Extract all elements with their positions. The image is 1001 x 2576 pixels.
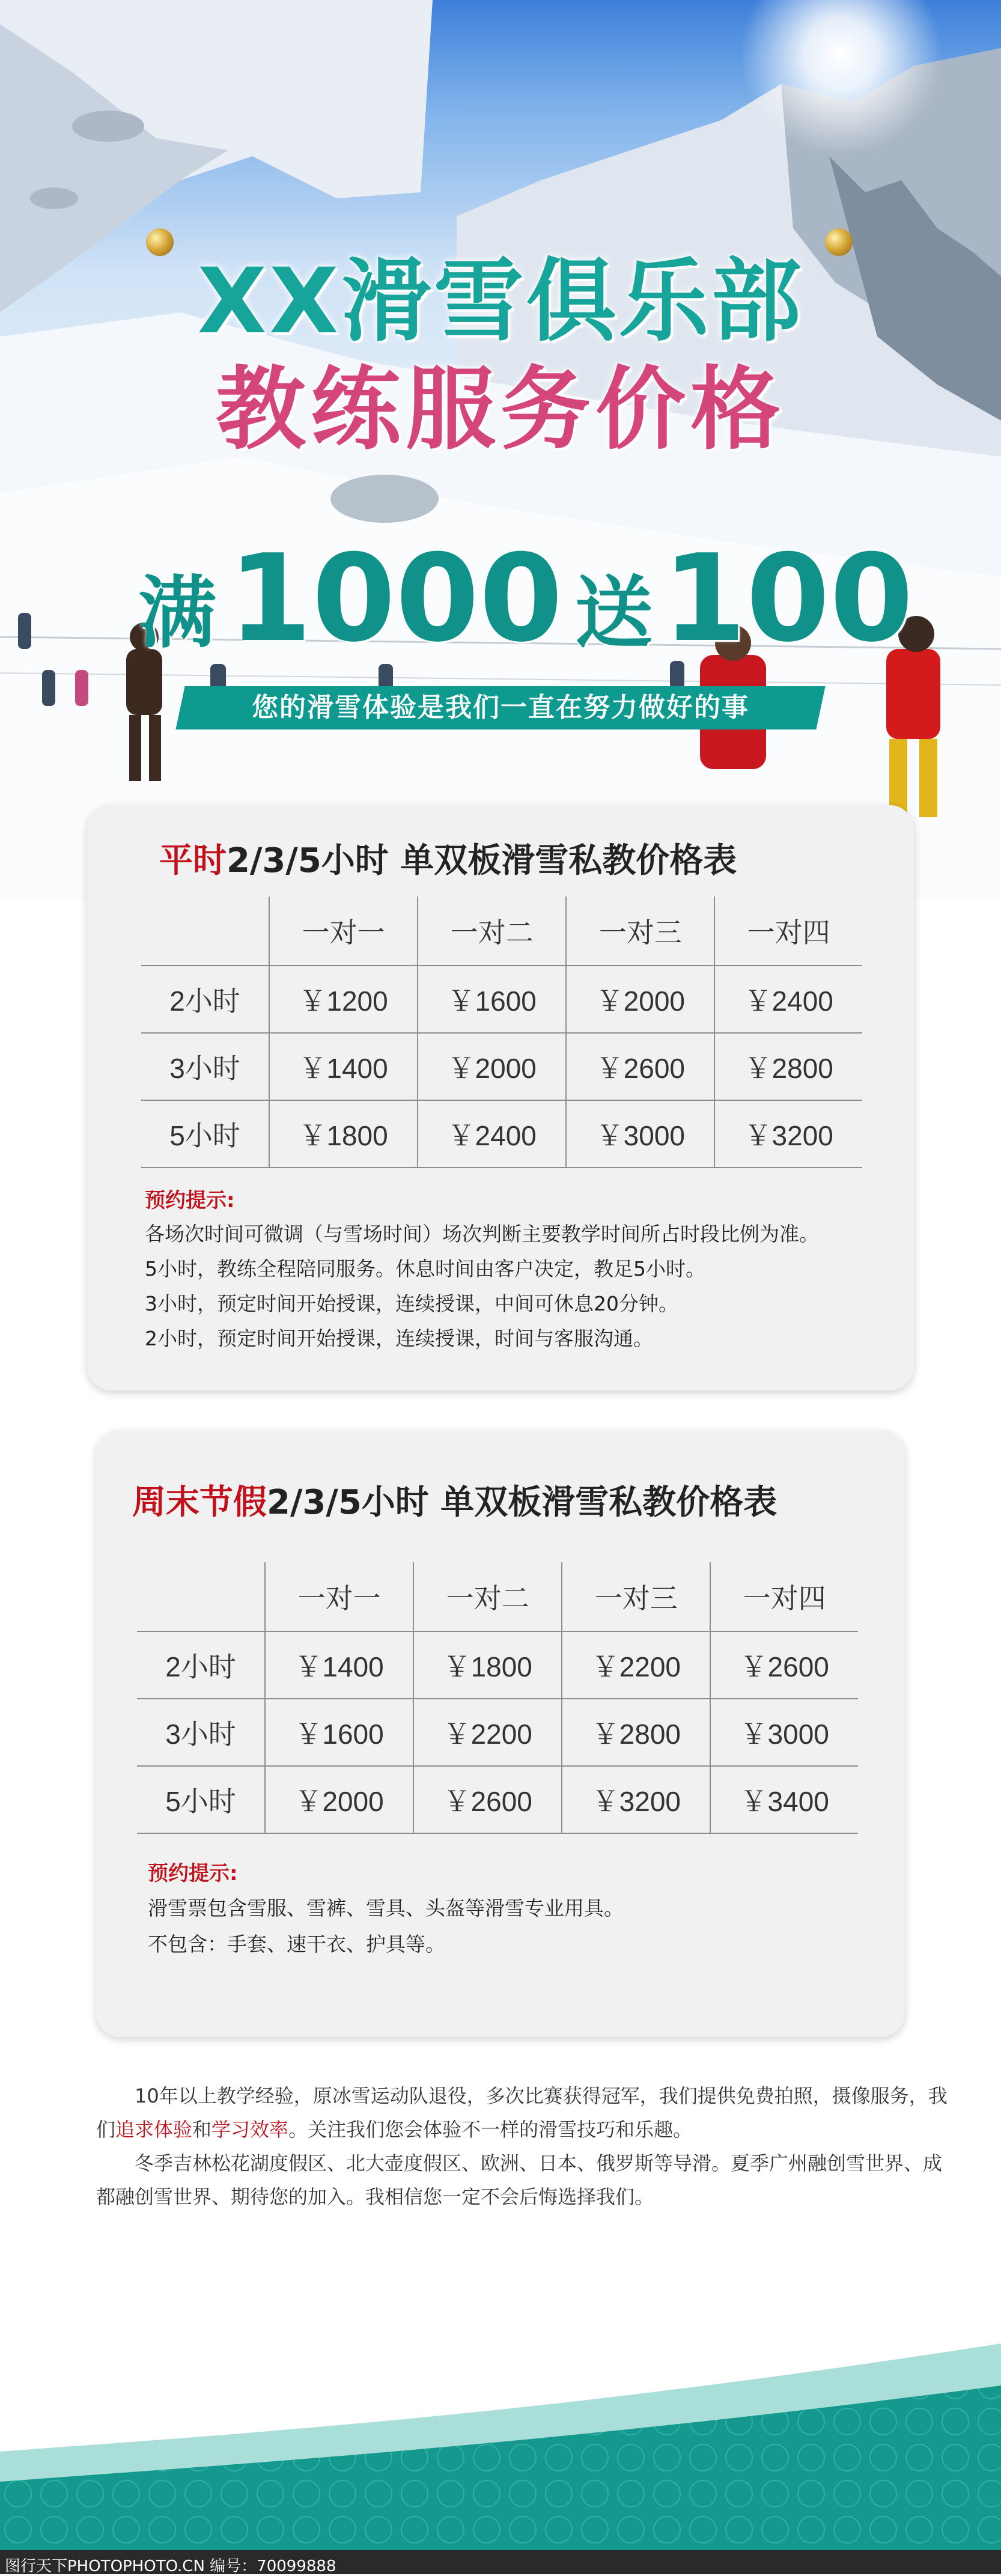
- promo-word-full: 满: [138, 567, 217, 659]
- highlight-text: 学习效率: [211, 2118, 289, 2141]
- price-cell: ￥2000: [418, 1033, 566, 1100]
- price-cell: ￥2200: [413, 1699, 562, 1766]
- promo-banner: [138, 529, 914, 669]
- weekday-title-rest: 2/3/5小时 单双板滑雪私教价格表: [227, 841, 737, 880]
- row-label: 3小时: [141, 1033, 269, 1100]
- table-header-row: [141, 897, 862, 966]
- price-cell: ￥1800: [269, 1100, 418, 1168]
- column-header: 一对一: [265, 1562, 413, 1631]
- weekday-card-title: [159, 834, 737, 882]
- price-cell: ￥2400: [714, 966, 862, 1033]
- price-cell: ￥2600: [413, 1766, 562, 1833]
- price-cell: ￥1600: [265, 1699, 413, 1766]
- column-header: 一对四: [714, 897, 862, 966]
- price-cell: ￥2200: [562, 1631, 710, 1699]
- price-cell: ￥2800: [562, 1699, 710, 1766]
- price-cell: ￥1600: [418, 966, 566, 1033]
- description-text: 和: [192, 2118, 212, 2141]
- weekend-card-title: [132, 1476, 777, 1524]
- table-row: [141, 1033, 862, 1100]
- bottom-wave-decoration: [0, 2331, 1001, 2574]
- highlight-text: 追求体验: [115, 2118, 193, 2141]
- table-row: [141, 966, 862, 1033]
- weekday-tip: 各场次时间可微调（与雪场时间）场次判断主要教学时间所占时段比例为准。: [145, 1222, 819, 1246]
- service-price-title: 教练服务价格: [215, 358, 785, 462]
- weekend-title-rest: 2/3/5小时 单双板滑雪私教价格表: [267, 1483, 777, 1522]
- column-header: 一对二: [413, 1562, 562, 1631]
- promo-amount: 1000: [228, 529, 563, 669]
- weekend-tip: 不包含：手套、速干衣、护具等。: [148, 1932, 445, 1956]
- description-block: [96, 2079, 948, 2214]
- club-title: XX滑雪俱乐部: [197, 249, 804, 354]
- description-line: 10年以上教学经验，原冰雪运动队退役，多次比赛获得冠军，我们提供免费拍照，摄像服务，我: [135, 2084, 948, 2107]
- column-header: 一对一: [269, 897, 418, 966]
- price-cell: ￥3000: [566, 1100, 714, 1168]
- weekend-title-highlight: 周末节假: [132, 1483, 267, 1522]
- table-row: [137, 1699, 858, 1766]
- price-cell: ￥1800: [413, 1631, 562, 1699]
- row-label: 2小时: [141, 966, 269, 1033]
- weekday-tip: 5小时，教练全程陪同服务。休息时间由客户决定，教足5小时。: [145, 1257, 705, 1280]
- weekday-tips-title: 预约提示:: [145, 1189, 235, 1213]
- description-text: 们: [96, 2118, 116, 2141]
- table-corner-cell: [137, 1562, 265, 1631]
- row-label: 3小时: [137, 1699, 265, 1766]
- column-header: 一对二: [418, 897, 566, 966]
- price-cell: ￥1400: [265, 1631, 413, 1699]
- table-corner-cell: [141, 897, 269, 966]
- price-cell: ￥2000: [566, 966, 714, 1033]
- price-cell: ￥1200: [269, 966, 418, 1033]
- price-cell: ￥2400: [418, 1100, 566, 1168]
- column-header: 一对三: [566, 897, 714, 966]
- weekday-price-card: [87, 805, 914, 1390]
- weekend-price-card: [96, 1430, 905, 2037]
- row-label: 5小时: [137, 1766, 265, 1833]
- price-cell: ￥3200: [714, 1100, 862, 1168]
- description-line: 冬季吉林松花湖度假区、北大壶度假区、欧洲、日本、俄罗斯等导滑。夏季广州融创雪世界、成: [135, 2152, 943, 2175]
- promo-gift-amount: 100: [662, 529, 914, 669]
- weekday-title-highlight: 平时: [159, 841, 227, 880]
- weekend-price-table: [137, 1562, 858, 1834]
- watermark-text: 图行天下PHOTOPHOTO.CN 编号：70099888: [5, 2557, 336, 2575]
- table-row: [137, 1631, 858, 1699]
- description-line: 都融创雪世界、期待您的加入。我相信您一定不会后悔选择我们。: [96, 2185, 654, 2208]
- price-cell: ￥3400: [710, 1766, 858, 1833]
- weekend-tip: 滑雪票包含雪服、雪裤、雪具、头盔等滑雪专业用具。: [148, 1896, 624, 1920]
- table-header-row: [137, 1562, 858, 1631]
- promo-word-gift: 送: [574, 567, 653, 659]
- weekday-tip: 3小时，预定时间开始授课，连续授课，中间可休息20分钟。: [145, 1292, 678, 1315]
- price-cell: ￥3000: [710, 1699, 858, 1766]
- column-header: 一对三: [562, 1562, 710, 1631]
- slogan-text: 您的滑雪体验是我们一直在努力做好的事: [252, 692, 749, 723]
- table-row: [137, 1766, 858, 1833]
- weekend-tips-title: 预约提示:: [148, 1862, 238, 1886]
- price-cell: ￥2800: [714, 1033, 862, 1100]
- row-label: 5小时: [141, 1100, 269, 1168]
- price-cell: ￥2600: [710, 1631, 858, 1699]
- table-row: [141, 1100, 862, 1168]
- description-text: 。关注我们您会体验不一样的滑雪技巧和乐趣。: [288, 2118, 693, 2141]
- price-cell: ￥1400: [269, 1033, 418, 1100]
- weekday-price-table: [141, 897, 862, 1168]
- price-cell: ￥2000: [265, 1766, 413, 1833]
- row-label: 2小时: [137, 1631, 265, 1699]
- column-header: 一对四: [710, 1562, 858, 1631]
- price-cell: ￥2600: [566, 1033, 714, 1100]
- weekday-tip: 2小时，预定时间开始授课，连续授课，时间与客服沟通。: [145, 1327, 653, 1350]
- description-line: [96, 2113, 905, 2146]
- price-cell: ￥3200: [562, 1766, 710, 1833]
